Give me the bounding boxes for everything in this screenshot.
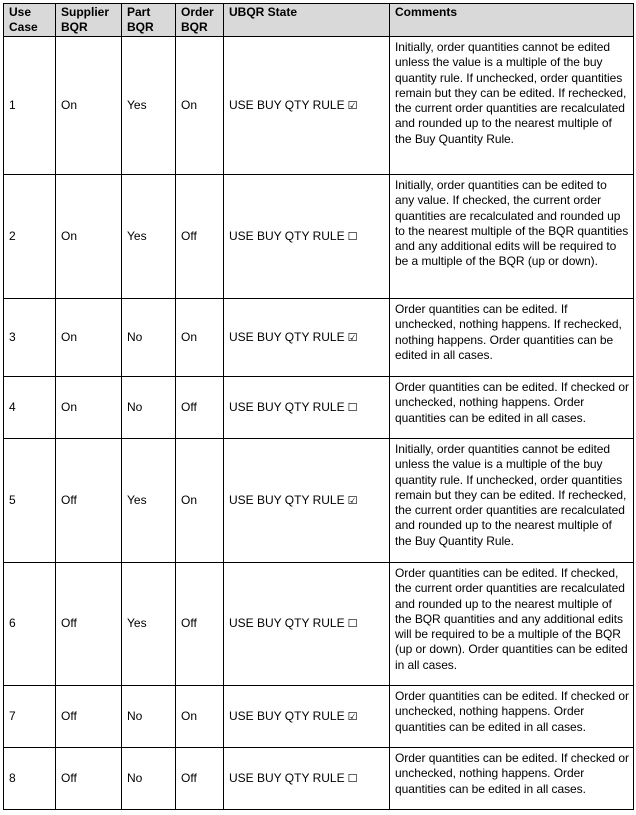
ubqr-state-cell bbox=[224, 175, 390, 299]
comments-cell: Initially, order quantities cannot be edited unless the value is a multiple of the buy quantity rule. If unchecked, order quantities remain but they can be edited. If rechecked, the current order quantities are recalculated and rounded up to the nearest multiple of the Buy Quantity Rule. bbox=[390, 439, 634, 563]
part-bqr-cell: Yes bbox=[122, 175, 176, 299]
table-row bbox=[4, 439, 634, 563]
order-bqr-cell: Off bbox=[176, 175, 224, 299]
part-bqr-cell: No bbox=[122, 748, 176, 810]
checkbox-unchecked-icon: ☐ bbox=[347, 400, 358, 414]
supplier-bqr-cell: Off bbox=[56, 439, 122, 563]
part-bqr-cell: Yes bbox=[122, 439, 176, 563]
comments-cell: Order quantities can be edited. If checked or unchecked, nothing happens. Order quantities can be edited in all cases. bbox=[390, 748, 634, 810]
supplier-bqr-cell: On bbox=[56, 299, 122, 377]
supplier-bqr-cell: On bbox=[56, 175, 122, 299]
ubqr-state-cell bbox=[224, 686, 390, 748]
ubqr-state-cell bbox=[224, 563, 390, 686]
ubqr-label: USE BUY QTY RULE bbox=[229, 708, 345, 723]
order-bqr-cell: On bbox=[176, 37, 224, 175]
header-use-case: Use Case bbox=[4, 4, 56, 37]
supplier-bqr-cell: Off bbox=[56, 563, 122, 686]
supplier-bqr-cell: Off bbox=[56, 686, 122, 748]
table-row bbox=[4, 563, 634, 686]
part-bqr-cell: No bbox=[122, 377, 176, 439]
table-row bbox=[4, 748, 634, 810]
ubqr-state-cell bbox=[224, 377, 390, 439]
ubqr-state-cell bbox=[224, 439, 390, 563]
part-bqr-cell: Yes bbox=[122, 563, 176, 686]
comments-cell: Order quantities can be edited. If unchecked, nothing happens. If rechecked, nothing happens. Order quantities can be edited in all cases. bbox=[390, 299, 634, 377]
ubqr-label: USE BUY QTY RULE bbox=[229, 770, 345, 785]
checkbox-unchecked-icon: ☐ bbox=[347, 617, 358, 631]
ubqr-label: USE BUY QTY RULE bbox=[229, 228, 345, 243]
part-bqr-cell: Yes bbox=[122, 37, 176, 175]
use-case-cell: 5 bbox=[4, 439, 56, 563]
table-row bbox=[4, 37, 634, 175]
use-case-cell: 6 bbox=[4, 563, 56, 686]
order-bqr-cell: On bbox=[176, 686, 224, 748]
bqr-use-case-table bbox=[3, 3, 634, 810]
supplier-bqr-cell: On bbox=[56, 377, 122, 439]
header-supplier-bqr: Supplier BQR bbox=[56, 4, 122, 37]
use-case-cell: 3 bbox=[4, 299, 56, 377]
part-bqr-cell: No bbox=[122, 299, 176, 377]
header-comments: Comments bbox=[390, 4, 634, 37]
comments-cell: Initially, order quantities can be edited to any value. If checked, the current order quantities are recalculated and rounded up to the nearest multiple of the BQR quantities and any additional edits will be required to be a multiple of the BQR (up or down). bbox=[390, 175, 634, 299]
comments-cell: Order quantities can be edited. If checked, the current order quantities are recalculated and rounded up to the nearest multiple of the BQR quantities and any additional edits will be required to be a multiple of the BQR (up or down). Order quantities can be edited in all cases. bbox=[390, 563, 634, 686]
checkbox-unchecked-icon: ☐ bbox=[347, 229, 358, 243]
supplier-bqr-cell: On bbox=[56, 37, 122, 175]
use-case-cell: 4 bbox=[4, 377, 56, 439]
checkbox-checked-icon: ☑ bbox=[347, 330, 358, 344]
use-case-cell: 1 bbox=[4, 37, 56, 175]
header-row bbox=[4, 4, 634, 37]
checkbox-checked-icon: ☑ bbox=[347, 709, 358, 723]
part-bqr-cell: No bbox=[122, 686, 176, 748]
checkbox-checked-icon: ☑ bbox=[347, 493, 358, 507]
comments-cell: Initially, order quantities cannot be edited unless the value is a multiple of the buy quantity rule. If unchecked, order quantities remain but they can be edited. If rechecked, the current order quantities are recalculated and rounded up to the nearest multiple of the Buy Quantity Rule. bbox=[390, 37, 634, 175]
order-bqr-cell: On bbox=[176, 299, 224, 377]
use-case-cell: 8 bbox=[4, 748, 56, 810]
header-ubqr-state: UBQR State bbox=[224, 4, 390, 37]
ubqr-state-cell bbox=[224, 37, 390, 175]
order-bqr-cell: Off bbox=[176, 563, 224, 686]
ubqr-label: USE BUY QTY RULE bbox=[229, 399, 345, 414]
ubqr-state-cell bbox=[224, 299, 390, 377]
header-part-bqr: Part BQR bbox=[122, 4, 176, 37]
table-row bbox=[4, 686, 634, 748]
supplier-bqr-cell: Off bbox=[56, 748, 122, 810]
ubqr-label: USE BUY QTY RULE bbox=[229, 492, 345, 507]
use-case-cell: 2 bbox=[4, 175, 56, 299]
ubqr-label: USE BUY QTY RULE bbox=[229, 97, 345, 112]
table-row bbox=[4, 299, 634, 377]
order-bqr-cell: Off bbox=[176, 377, 224, 439]
header-order-bqr: Order BQR bbox=[176, 4, 224, 37]
table-row bbox=[4, 175, 634, 299]
use-case-cell: 7 bbox=[4, 686, 56, 748]
ubqr-state-cell bbox=[224, 748, 390, 810]
ubqr-label: USE BUY QTY RULE bbox=[229, 329, 345, 344]
ubqr-label: USE BUY QTY RULE bbox=[229, 616, 345, 631]
order-bqr-cell: Off bbox=[176, 748, 224, 810]
order-bqr-cell: On bbox=[176, 439, 224, 563]
table-row bbox=[4, 377, 634, 439]
comments-cell: Order quantities can be edited. If checked or unchecked, nothing happens. Order quantities can be edited in all cases. bbox=[390, 686, 634, 748]
comments-cell: Order quantities can be edited. If checked or unchecked, nothing happens. Order quantities can be edited in all cases. bbox=[390, 377, 634, 439]
checkbox-unchecked-icon: ☐ bbox=[347, 771, 358, 785]
checkbox-checked-icon: ☑ bbox=[347, 98, 358, 112]
